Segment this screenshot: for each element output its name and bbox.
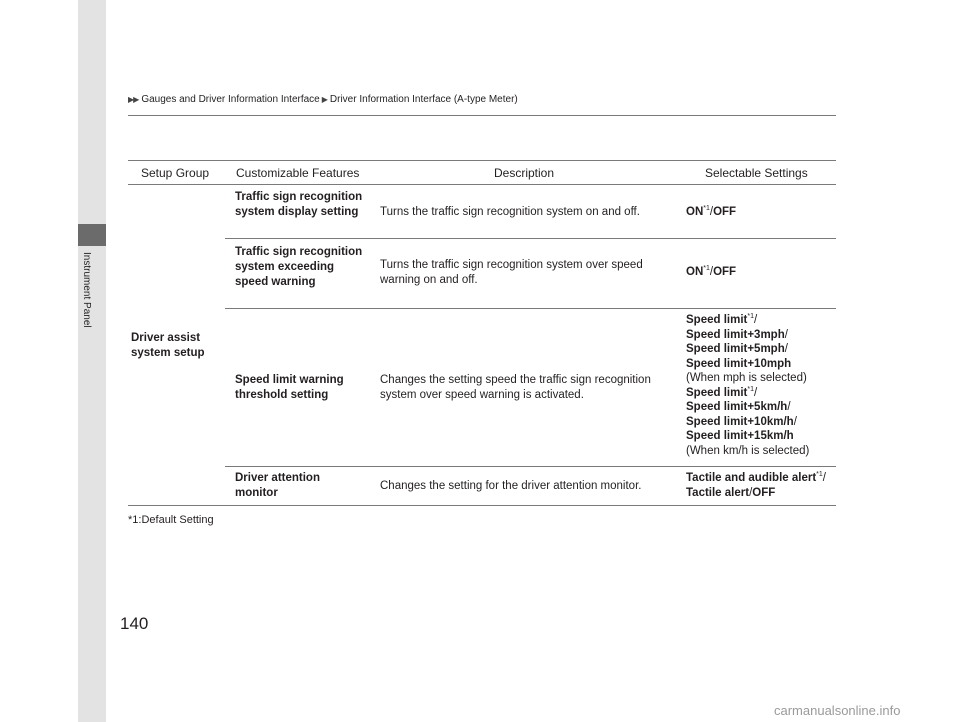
- table-top-rule: [128, 160, 836, 161]
- breadcrumb-arrow-icon: ▶▶: [128, 95, 139, 104]
- row-divider: [225, 466, 836, 467]
- footnote: *1:Default Setting: [128, 514, 214, 526]
- breadcrumb-item[interactable]: Driver Information Interface (A-type Meter): [329, 94, 518, 105]
- row-divider: [225, 238, 836, 239]
- breadcrumb-item[interactable]: Gauges and Driver Information Interface: [141, 94, 320, 105]
- setup-group-cell: Driver assist system setup: [131, 332, 205, 359]
- header-rule: [128, 115, 836, 116]
- breadcrumb-arrow-icon: ▶: [321, 95, 327, 104]
- feature-cell: Traffic sign recognition system display setting: [235, 191, 363, 218]
- row-divider: [225, 308, 836, 309]
- col-header-features: Customizable Features: [236, 166, 360, 180]
- description-cell: Turns the traffic sign recognition system over speed warning on and off.: [380, 259, 643, 286]
- page-number: 140: [120, 614, 149, 633]
- col-header-setup-group: Setup Group: [141, 166, 210, 180]
- feature-cell: Driver attention monitor: [235, 472, 320, 499]
- feature-cell: Speed limit warning threshold setting: [235, 374, 344, 401]
- side-section-label: Instrument Panel: [81, 252, 92, 328]
- settings-cell: ON$^{*1}$/OFF: [686, 205, 737, 218]
- description-cell: Turns the traffic sign recognition system on and off.: [380, 206, 640, 218]
- col-header-settings: Selectable Settings: [705, 166, 808, 180]
- side-tab-marker: [78, 224, 106, 246]
- col-header-description: Description: [494, 166, 555, 180]
- side-tab: [78, 0, 106, 722]
- description-cell: Changes the setting speed the traffic sign recognition system over speed warning is activated.: [380, 374, 651, 401]
- settings-cell: Speed limit$^{*1}$/ Speed limit+3mph/ Speed limit+5mph/ Speed limit+10mph (When mph is selected) Speed limit$^{*1}$/ Speed limit+5km/h/ Speed limit+10km/h/ Speed limit+15km/h (When km/h is selected): [686, 313, 810, 457]
- settings-cell: Tactile and audible alert$^{*1}$/ Tactile alert/OFF: [686, 471, 826, 499]
- breadcrumb: [128, 94, 518, 105]
- table-bottom-rule: [128, 505, 836, 506]
- table-header-rule: [128, 184, 836, 185]
- watermark: carmanualsonline.info: [774, 703, 901, 718]
- feature-cell: Traffic sign recognition system exceeding speed warning: [235, 246, 363, 288]
- settings-cell: ON$^{*1}$/OFF: [686, 265, 737, 278]
- description-cell: Changes the setting for the driver attention monitor.: [380, 480, 642, 492]
